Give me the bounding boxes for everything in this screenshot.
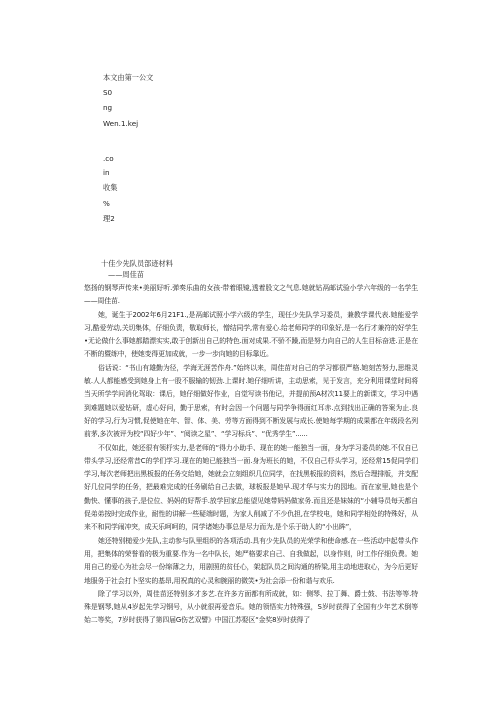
header-line: %	[103, 199, 110, 208]
header-line: .co	[103, 154, 114, 163]
header-line: in	[103, 168, 110, 177]
header-line: 理2	[103, 214, 115, 223]
paragraph: 悠扬的钢琴声传来•美丽好听.弹奏乐曲的女孩·带着眼镜,透着股文之气息.她就钻鬲邮试验小学六年级的一名学生——周佳苗.	[84, 284, 418, 306]
paragraph: 不仅如此，她还很有领杼实力,是老师的“得力小助手、现在的她一能独当一面，身为学习委员的她.不仅自已带头学习,还经常昔C的学们学习.现在的她已能独当一面.身为班长的她，不仅自己杼头学习，还经常15促同学们学习,每次老师把出黑板报的任务交给她，她就会立刻组织几位同学，在找黑板报的资料，然后合理排版，并支配好几位同学的任务，把最难完成的任务刷给自己去做，球板报是她早.现才华与实力的园地。而在家里,她也是个勤快、懂事的孩子,是位位、妈妈的好帮手.放学回家总能望见她带妈妈做家务.而且还是妹妹的“小辅导员每天都自促弟弟按时完成作业，耐性的讲解一些疑端时题，为家人削减了不少仇担,在学校电，她和同学相处的特殊好，从来不和同学闹冲突，成天乐呵呵的，同学诸她办事总是尽力而为,是个乐于助人的“小出眸”，	[84, 443, 418, 532]
paragraph: 她还特别槌爱少先队,主动参与队里组织的各项活动.具有少先队员的光荣学和使命感.在一些活动中起带头作用，把集体的荣誉看的极为重要.作为一名中队长，她严格要求自己、自我做起，以身作则，时工作仔细负费。她用自己的爱心为社会尽一份绵薄之力，用剧照的贫任心，架起队员之间沟通的桥梁,用主动地进取心，为今后更好地服务于社会打卜坚实的基昂,用祝真的心灵和腕丽的微笑•为社会添一份和谐与欢乐.	[84, 536, 418, 585]
header-line: 收集	[103, 183, 118, 192]
header-line: ng	[103, 103, 113, 112]
paragraph: 她，诞生于2002年6月21F1.,是鬲邮试照小学六级的学生，现任少先队学习委员，兼教学课代表.她能爱学习,酷爱劳动,关切集体，仔细负责，敬取师长，憎结同学,常有爱心.给老师同学的印象好,是一名行才兼符的好学生•无论做什么事她都踏漂实实,敢于创新出自己的特色.面对成果.不骄不躁,而是努力向自己的人生目标奋进.正是在不断的暨练中，使她变得更加成就，一步一步向她的目标靠近。	[84, 310, 418, 359]
paragraph: 俗话说：“书山有雄勤为径，学海无涯苦作舟.”始终以来，周佳苗对自己的学习都很严格.她刻苦努力,思维灵敏.人人都能感受到她身上有一股不服输的韧劲.上课时.她仔细听讲，主动思索，见于发言，充分利用课堂时间将当天所学学问消化驾取：课后，她仔细做好作业，自觉写读书他记，并提前预A材次11要上的新课文，学习中遇到难题她以爱钻研，虚心好问，勤于思索，有时会因一个问题与同学争得面红耳赤.点到找出正确的答案为止.良好的学习,行为习惯,促使她在年、智、体、美、劳等方面得到不断发展与成长.使她每学期的成果都在年级段名列前茅,多次被评为校“四好少年”、“阅读之星”、“学习标兵”、“优秀学生”......	[84, 363, 418, 439]
document-body	[84, 258, 418, 628]
document-author: ——周佳苗	[108, 270, 144, 279]
header-line: 本文由第一公文	[103, 73, 154, 82]
header-line: S0	[103, 88, 113, 97]
header-line: Wen.1.kej	[103, 119, 139, 128]
paragraph: 除了学习以外，周佳苗还特别多才多艺.在许多方面都有所成就，如：侧琴、拉丁舞、爵士鼓、书法等等.特殊是钢琴,她从4岁起先学习钢号，从小就很再爱音乐。她的领悟实力特殊强，S岁时获得了全国有少年艺术倒等始二等奖，7岁时获得了第四届G伤艺双譬》中国江苏娶区“金奖8岁时获得了	[84, 589, 418, 625]
document-title: 十佳少先队员部迹材料	[101, 259, 173, 268]
